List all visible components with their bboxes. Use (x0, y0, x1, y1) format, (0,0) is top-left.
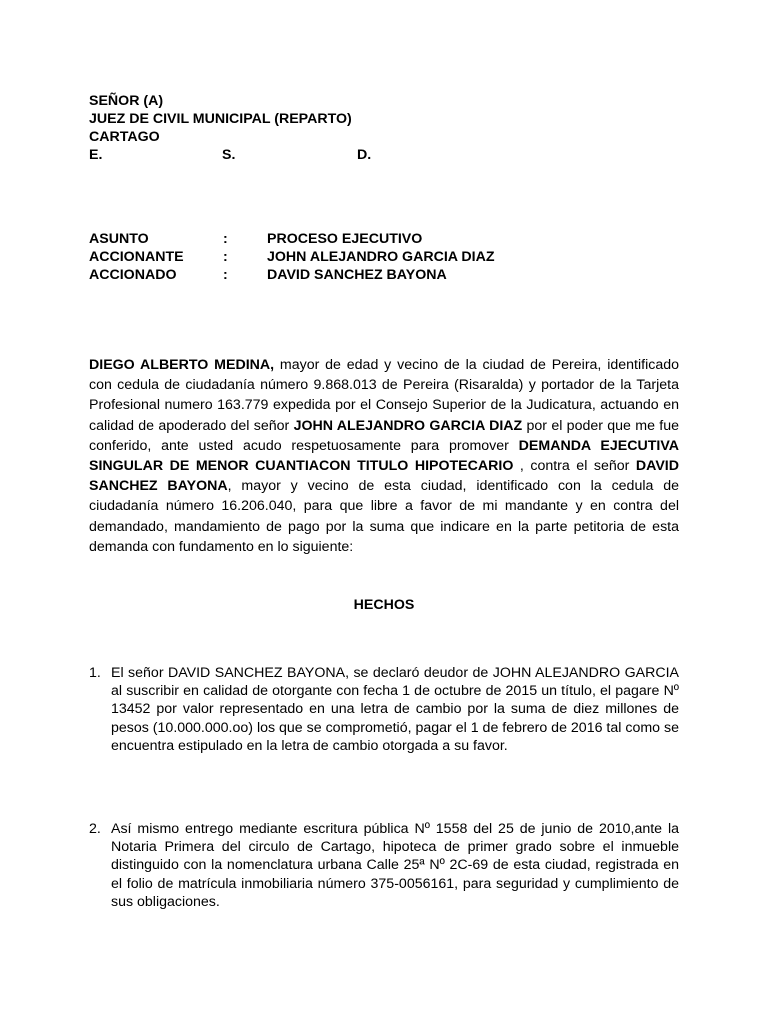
addressee-salutation: SEÑOR (A) (89, 93, 164, 109)
fact-number: 2. (89, 821, 101, 837)
meta-row-asunto (89, 230, 495, 248)
meta-value: DAVID SANCHEZ BAYONA (267, 267, 447, 283)
meta-sep: : (223, 231, 228, 247)
intro-text-4: , mayor y vecino de esta ciudad, identificado con la cedula de ciudadanía número 16.206.040, para que libre a favor de mi mandante y en contra del demandado, mandamiento de pago por la suma que indicare en la parte petitoria de esta demanda con fundamento en lo siguiente: (89, 478, 679, 555)
intro-text-3: , contra el señor (513, 458, 636, 475)
addressee-block (89, 92, 371, 164)
intro-text-2: por el poder que me fue conferido, ante usted acudo respetuosamente para promover (89, 417, 679, 454)
meta-sep: : (223, 267, 228, 283)
addressee-judge: JUEZ DE CIVIL MUNICIPAL (REPARTO) (89, 111, 352, 127)
meta-key: ACCIONANTE (89, 249, 184, 265)
case-metadata (89, 230, 495, 284)
meta-row-accionante (89, 248, 495, 266)
meta-sep: : (223, 249, 228, 265)
demand-type: DEMANDA EJECUTIVA SINGULAR DE MENOR CUANTIACON TITULO HIPOTECARIO (89, 437, 680, 475)
section-title-hechos: HECHOS (353, 597, 415, 613)
meta-value: PROCESO EJECUTIVO (267, 231, 423, 247)
fact-number: 1. (89, 665, 101, 681)
intro-paragraph (89, 355, 679, 557)
esd-d: D. (357, 147, 372, 163)
fact-item (89, 820, 679, 911)
esd-line (89, 146, 371, 164)
defendant-name: DAVID SANCHEZ BAYONA (89, 458, 679, 495)
meta-value: JOHN ALEJANDRO GARCIA DIAZ (267, 249, 495, 265)
fact-text: Así mismo entrego mediante escritura pública Nº 1558 del 25 de junio de 2010,ante la Notaria Primera del circulo de Cartago, hipoteca de primer grado sobre el inmueble distinguido con la nomenclatura urbana Calle 25ª Nº 2C-69 de esta ciudad, registrada en el folio de matrícula inmobiliaria número 375-0056161, para seguridad y cumplimiento de sus obligaciones. (111, 821, 679, 910)
intro-text-1: mayor de edad y vecino de la ciudad de Pereira, identificado con cedula de ciudadanía número 9.868.013 de Pereira (Risaralda) y portador de la Tarjeta Profesional numero 163.779 expedida por el Consejo Superior de la Judicatura, actuando en calidad de apoderado del señor (89, 357, 679, 434)
client-name: JOHN ALEJANDRO GARCIA DIAZ (293, 417, 523, 434)
esd-s: S. (222, 147, 236, 163)
fact-text: El señor DAVID SANCHEZ BAYONA, se declaró deudor de JOHN ALEJANDRO GARCIA al suscribir en calidad de otorgante con fecha 1 de octubre de 2015 un título, el pagare Nº 13452 por valor representado en una letra de cambio por la suma de diez millones de pesos (10.000.000.oo) los que se comprometió, pagar el 1 de febrero de 2016 tal como se encuentra estipulado en la letra de cambio otorgada a su favor. (111, 665, 679, 754)
meta-key: ASUNTO (89, 231, 149, 247)
fact-item (89, 664, 679, 755)
lawyer-name: DIEGO ALBERTO MEDINA, (89, 357, 275, 373)
meta-row-accionado (89, 266, 495, 284)
addressee-city: CARTAGO (89, 129, 160, 145)
esd-e: E. (89, 147, 103, 163)
meta-key: ACCIONADO (89, 267, 177, 283)
